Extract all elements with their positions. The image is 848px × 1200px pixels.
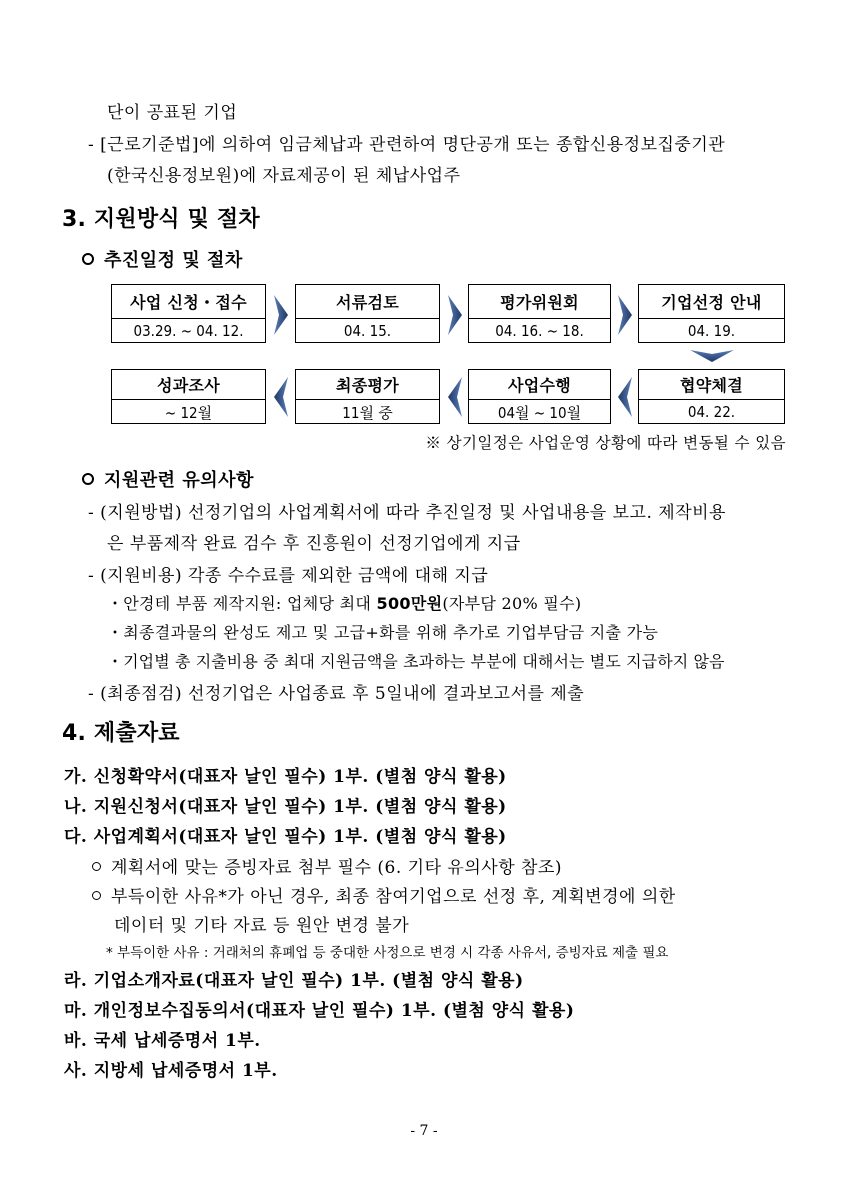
submission-item: 라. 기업소개자료(대표자 날인 필수) 1부. (별첨 양식 활용) xyxy=(64,971,524,991)
submission-subitem xyxy=(92,853,562,878)
step-label: 최종평가 xyxy=(296,370,439,400)
step-box xyxy=(111,284,266,343)
submission-subitem xyxy=(92,882,676,907)
arrow-left-icon xyxy=(616,375,634,419)
submission-item: 다. 사업계획서(대표자 날인 필수) 1부. (별첨 양식 활용) xyxy=(64,827,507,847)
arrow-right-icon xyxy=(616,293,634,337)
step-label: 성과조사 xyxy=(112,370,265,400)
arrow-right-icon xyxy=(446,293,464,337)
step-label: 사업수행 xyxy=(469,370,610,400)
step-label: 평가위원회 xyxy=(469,285,610,319)
page-number: - 7 - xyxy=(410,1123,438,1139)
step-date: 04. 16. ~ 18. xyxy=(495,322,584,340)
step-date: 11월 중 xyxy=(342,403,393,422)
step-date: 04월 ~ 10월 xyxy=(497,403,582,422)
caution-line: - (지원방법) 선정기업의 사업계획서에 따라 추진일정 및 사업내용을 보고. 제작비용 xyxy=(88,503,726,523)
submission-item: 사. 지방세 납세증명서 1부. xyxy=(64,1061,278,1081)
step-box xyxy=(295,369,440,424)
section-4-title: 4. 제출자료 xyxy=(62,721,180,746)
caution-subline xyxy=(107,591,581,614)
arrow-right-icon xyxy=(272,293,290,337)
schedule-heading-text: 추진일정 및 절차 xyxy=(104,250,243,271)
circle-bullet-icon xyxy=(92,891,101,900)
section-3-title: 3. 지원방식 및 절차 xyxy=(62,207,260,232)
step-label: 사업 신청・접수 xyxy=(112,285,265,319)
step-label: 기업선정 안내 xyxy=(639,285,784,319)
submission-item: 바. 국세 납세증명서 1부. xyxy=(64,1031,261,1051)
submission-item: 나. 지원신청서(대표자 날인 필수) 1부. (별첨 양식 활용) xyxy=(64,797,507,817)
schedule-heading xyxy=(82,246,243,272)
caution-heading-text: 지원관련 유의사항 xyxy=(104,470,254,491)
caution-line: - (지원비용) 각종 수수료를 제외한 금액에 대해 지급 xyxy=(88,566,489,586)
prev-text-line: - [근로기준법]에 의하여 임금체납과 관련하여 명단공개 또는 종합신용정보집중기관 xyxy=(88,135,726,155)
prev-text-line: (한국신용정보원)에 자료제공이 된 체납사업주 xyxy=(107,166,461,186)
arrow-left-icon xyxy=(272,375,290,419)
step-date: ~ 12월 xyxy=(164,403,213,422)
step-date: 04. 15. xyxy=(343,322,392,340)
submission-subitem-text: 계획서에 맞는 증빙자료 첨부 필수 (6. 기타 유의사항 참조) xyxy=(111,858,562,878)
step-date: 04. 19. xyxy=(687,322,736,340)
step-date: 03.29. ~ 04. 12. xyxy=(133,322,244,340)
circle-bullet-icon xyxy=(82,253,94,265)
circle-bullet-icon xyxy=(92,862,101,871)
step-box xyxy=(638,369,785,424)
caution-subline-text: ・안경테 부품 제작지원: 업체당 최대 xyxy=(107,594,377,613)
caution-subline: ・최종결과물의 완성도 제고 및 고급+화를 위해 추가로 기업부담금 지출 가능 xyxy=(107,623,659,642)
step-box xyxy=(638,284,785,343)
step-box xyxy=(295,284,440,343)
footnote: * 부득이한 사유 : 거래처의 휴폐업 등 중대한 사정으로 변경 시 각종 사유서, 증빙자료 제출 필요 xyxy=(106,945,669,961)
caution-subline-text: (자부담 20% 필수) xyxy=(442,594,582,613)
caution-line: - (최종점검) 선정기업은 사업종료 후 5일내에 결과보고서를 제출 xyxy=(88,684,585,704)
arrow-left-icon xyxy=(446,375,464,419)
step-box xyxy=(468,284,611,343)
prev-text-line: 단이 공표된 기업 xyxy=(107,103,238,123)
submission-subitem-text: 부득이한 사유*가 아닌 경우, 최종 참여기업으로 선정 후, 계획변경에 의한 xyxy=(111,887,676,907)
caution-heading xyxy=(82,466,254,492)
step-box xyxy=(111,369,266,424)
submission-item: 마. 개인정보수집동의서(대표자 날인 필수) 1부. (별첨 양식 활용) xyxy=(64,1001,575,1021)
caution-line: 은 부품제작 완료 검수 후 진흥원이 선정기업에게 지급 xyxy=(107,534,521,554)
arrow-down-icon xyxy=(688,348,736,364)
circle-bullet-icon xyxy=(82,473,94,485)
caution-subline: ・기업별 총 지출비용 중 최대 지원금액을 초과하는 부분에 대해서는 별도 지급하지 않음 xyxy=(107,652,725,671)
submission-item: 가. 신청확약서(대표자 날인 필수) 1부. (별첨 양식 활용) xyxy=(64,767,507,787)
schedule-note: ※ 상기일정은 사업운영 상황에 따라 변동될 수 있음 xyxy=(425,434,786,452)
submission-subitem: 데이터 및 기타 자료 등 원안 변경 불가 xyxy=(114,916,410,936)
step-label: 협약체결 xyxy=(639,370,784,400)
step-box xyxy=(468,369,611,424)
step-date: 04. 22. xyxy=(687,403,736,421)
support-amount: 500만원 xyxy=(376,594,443,613)
step-label: 서류검토 xyxy=(296,285,439,319)
